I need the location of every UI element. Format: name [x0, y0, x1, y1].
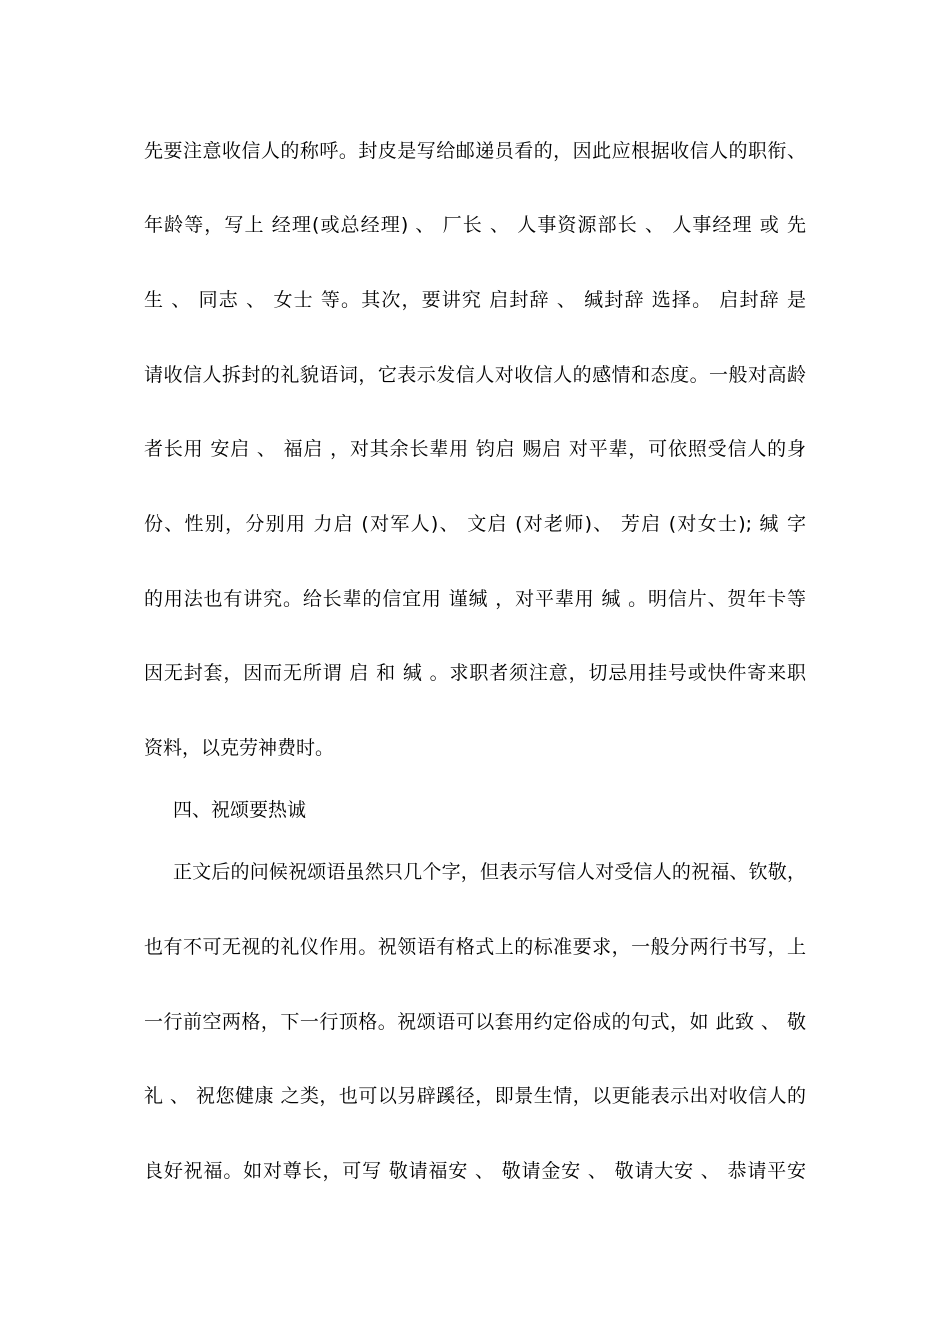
text-line: 者长用 安启 、 福启 ，对其余长辈用 钧启 赐启 对平辈，可依照受信人的身 — [144, 438, 806, 460]
text-line: 请收信人拆封的礼貌语词，它表示发信人对收信人的感情和态度。一般对高龄 — [144, 364, 806, 386]
text-line: 因无封套，因而无所谓 启 和 缄 。求职者须注意，切忌用挂号或快件寄来职 — [144, 662, 806, 684]
text-line: 份、性别，分别用 力启 (对军人)、 文启 (对老师)、 芳启 (对女士); 缄 字 — [144, 513, 806, 535]
section-heading: 四、祝颂要热诚 — [173, 799, 307, 821]
text-line: 年龄等，写上 经理(或总经理) 、 厂长 、 人事资源部长 、 人事经理 或 先 — [144, 214, 806, 236]
text-line: 也有不可无视的礼仪作用。祝领语有格式上的标准要求，一般分两行书写，上 — [144, 936, 806, 958]
text-line: 正文后的问候祝颂语虽然只几个字，但表示写信人对受信人的祝福、钦敬， — [173, 861, 806, 883]
text-line: 良好祝福。如对尊长，可写 敬请福安 、 敬请金安 、 敬请大安 、 恭请平安 — [144, 1160, 806, 1182]
text-line: 资料，以克劳神费时。 — [144, 737, 335, 759]
text-line: 生 、 同志 、 女士 等。其次，要讲究 启封辞 、 缄封辞 选择。 启封辞 是 — [144, 289, 806, 311]
text-line: 先要注意收信人的称呼。封皮是写给邮递员看的，因此应根据收信人的职衔、 — [144, 140, 806, 162]
text-line: 一行前空两格，下一行顶格。祝颂语可以套用约定俗成的句式，如 此致 、 敬 — [144, 1011, 806, 1033]
text-line: 的用法也有讲究。给长辈的信宜用 谨缄 ，对平辈用 缄 。明信片、贺年卡等 — [144, 588, 806, 610]
text-line: 礼 、 祝您健康 之类，也可以另辟蹊径，即景生情，以更能表示出对收信人的 — [144, 1085, 806, 1107]
